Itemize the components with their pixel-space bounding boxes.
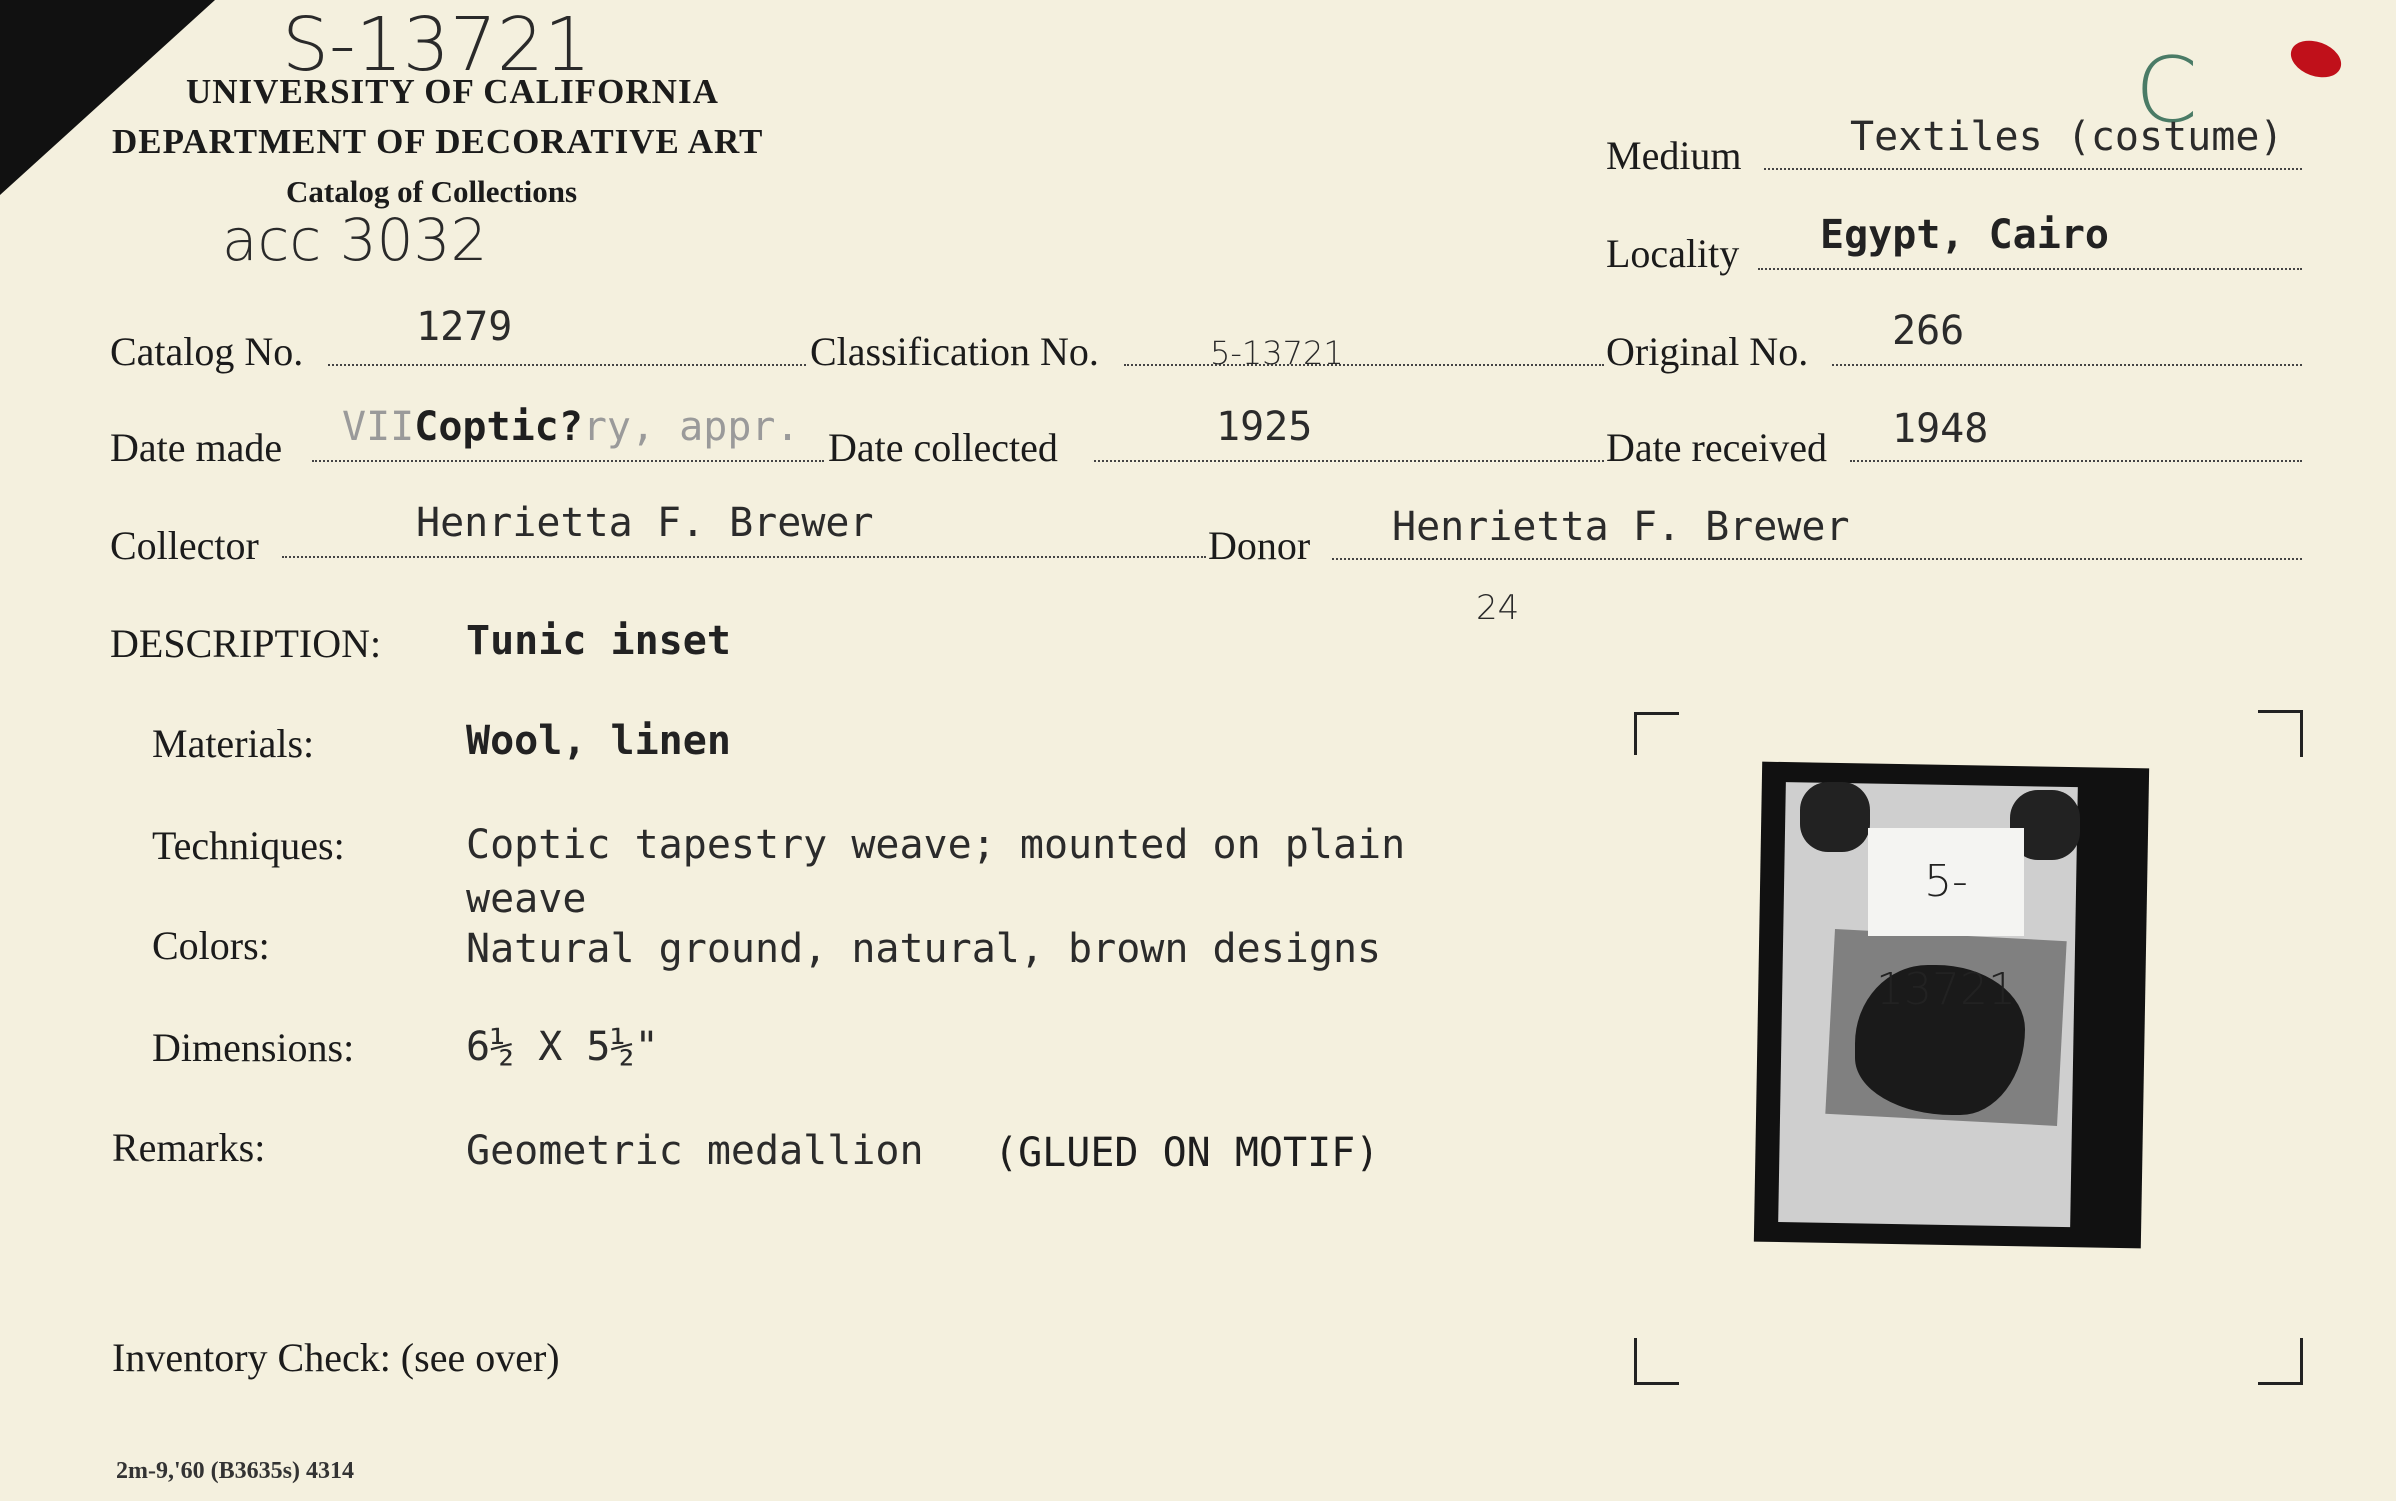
date-received-value: 1948 — [1892, 406, 1989, 452]
date-collected-line — [1094, 460, 1604, 462]
original-no-line — [1832, 364, 2302, 366]
photo-number-tag: 5-13721 — [1868, 828, 2024, 936]
collector-line — [282, 556, 1206, 558]
techniques-value-1: Coptic tapestry weave; mounted on plain — [466, 822, 1406, 868]
corner-cut — [0, 0, 215, 195]
donor-line — [1332, 558, 2302, 560]
acc-number: acc 3032 — [222, 206, 488, 274]
dimensions-value: 6½ X 5½" — [466, 1024, 659, 1070]
date-received-label: Date received — [1606, 425, 1827, 470]
classification-label: Classification No. — [810, 329, 1099, 374]
date-made-struck: VII — [342, 404, 415, 450]
crop-mark-bottom-right — [2258, 1338, 2303, 1385]
department-name: DEPARTMENT OF DECORATIVE ART — [112, 122, 764, 161]
classification-value: 5-13721 — [1210, 334, 1344, 372]
colors-value: Natural ground, natural, brown designs — [466, 926, 1382, 972]
materials-value: Wool, linen — [466, 718, 731, 764]
date-made-label: Date made — [110, 425, 283, 470]
donor-value: Henrietta F. Brewer — [1392, 504, 1850, 550]
medium-label: Medium — [1606, 133, 1742, 178]
classification-line — [1124, 364, 1604, 366]
remarks-note: (GLUED ON MOTIF) — [994, 1130, 1380, 1176]
date-made-value — [342, 404, 800, 450]
dimensions-label: Dimensions: — [152, 1025, 355, 1070]
crop-mark-top-right — [2258, 710, 2303, 757]
collector-label: Collector — [110, 523, 259, 568]
colors-label: Colors: — [152, 923, 270, 968]
original-no-value: 266 — [1892, 308, 1965, 354]
catalog-title: Catalog of Collections — [286, 174, 578, 209]
catalog-no-line — [328, 364, 806, 366]
description-label: DESCRIPTION: — [110, 621, 382, 666]
techniques-label: Techniques: — [152, 823, 345, 868]
footer-code: 2m-9,'60 (B3635s) 4314 — [116, 1458, 354, 1484]
medium-value: Textiles (costume) — [1850, 114, 2284, 160]
medium-line — [1764, 168, 2302, 170]
locality-label: Locality — [1606, 231, 1740, 276]
description-value: Tunic inset — [466, 618, 731, 664]
handwritten-number: S-13721 — [282, 2, 592, 88]
crop-mark-bottom-left — [1634, 1338, 1679, 1385]
university-name: UNIVERSITY OF CALIFORNIA — [186, 72, 719, 111]
date-made-bold: Coptic? — [414, 404, 583, 450]
date-collected-label: Date collected — [828, 425, 1058, 470]
date-collected-value: 1925 — [1216, 404, 1313, 450]
inventory-check: Inventory Check: (see over) — [112, 1335, 560, 1380]
catalog-no-label: Catalog No. — [110, 329, 304, 374]
donor-note: 24 — [1476, 588, 1520, 628]
techniques-value-2: weave — [466, 876, 587, 922]
date-made-faint: ry, appr. — [582, 404, 800, 450]
date-received-line — [1850, 460, 2302, 462]
date-made-line — [312, 460, 824, 462]
remarks-value: Geometric medallion — [466, 1128, 924, 1174]
collector-value: Henrietta F. Brewer — [416, 500, 874, 546]
materials-label: Materials: — [152, 721, 315, 766]
locality-line — [1758, 268, 2302, 270]
catalog-no-value: 1279 — [416, 304, 513, 350]
original-no-label: Original No. — [1606, 329, 1809, 374]
corner-mark: C — [2135, 38, 2198, 143]
crop-mark-top-left — [1634, 712, 1679, 755]
donor-label: Donor — [1208, 523, 1311, 568]
locality-value: Egypt, Cairo — [1820, 212, 2109, 258]
photo-hand-left — [1800, 782, 1870, 852]
red-marker-dot — [2286, 34, 2346, 84]
remarks-label: Remarks: — [112, 1125, 266, 1170]
